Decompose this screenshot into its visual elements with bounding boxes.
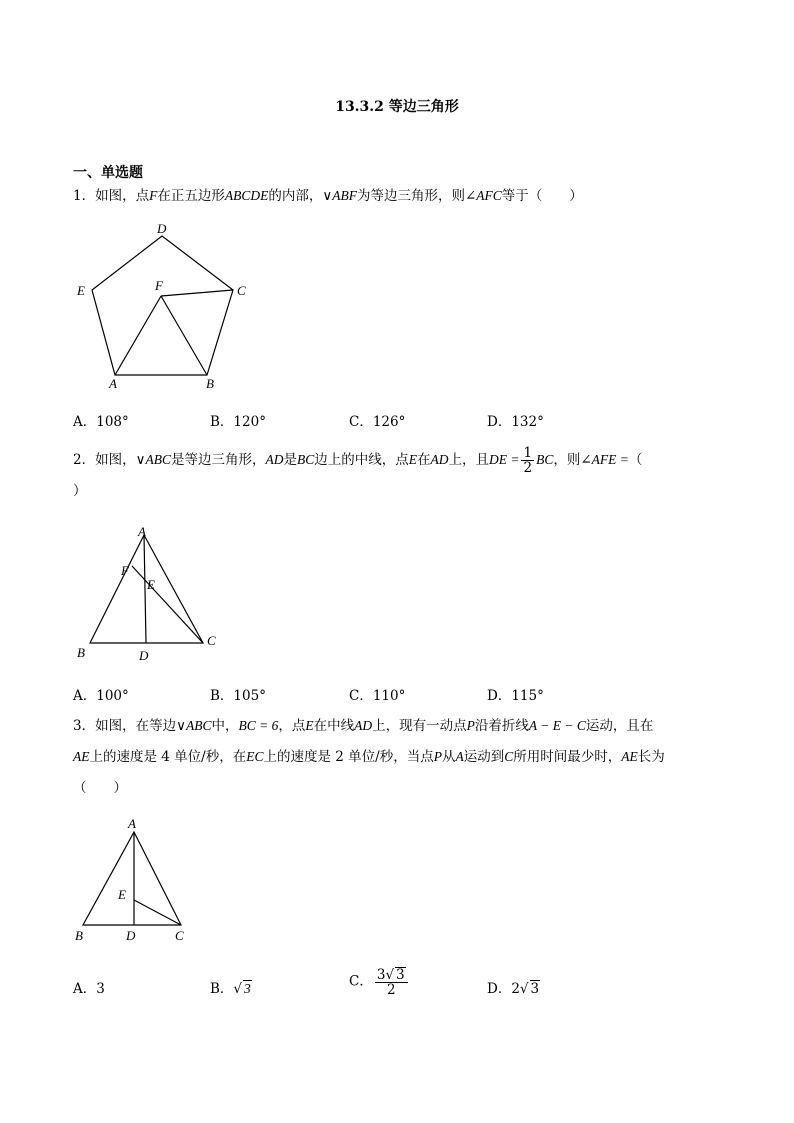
- segment-BF: [161, 296, 207, 375]
- q2-option-c[interactable]: C．110°: [349, 688, 406, 704]
- label-C: C: [237, 283, 246, 298]
- q3-text-part: 上，现有一动点: [372, 718, 467, 734]
- q3-text-part: 从: [441, 749, 456, 765]
- q3-text-part: 中，: [211, 718, 239, 734]
- q3-math-AE: AE: [621, 749, 638, 764]
- label-D: D: [139, 648, 149, 663]
- q3-fraction: [375, 967, 408, 997]
- fraction-denominator: 2: [386, 982, 396, 998]
- label-D: D: [126, 928, 136, 943]
- q2-text-part: 2．如图，: [73, 452, 136, 468]
- q1-option-d[interactable]: D．132°: [487, 414, 544, 430]
- triangle-ABC: [83, 832, 181, 925]
- label-A: A: [109, 376, 117, 391]
- q1-text-part: 的内部，: [268, 188, 323, 204]
- q3-math-AE: AE: [73, 749, 90, 764]
- q2-math-BC: BC: [296, 452, 315, 467]
- label-F: F: [155, 278, 163, 293]
- q1-option-a[interactable]: A．108°: [73, 414, 129, 430]
- q2-math-AD: AD: [265, 452, 284, 467]
- q2-option-a[interactable]: A．100°: [73, 688, 129, 704]
- q1-math-angle: ∠AFC: [464, 188, 502, 203]
- label-B: B: [77, 645, 85, 660]
- q3-text-part: 在中线: [313, 718, 355, 734]
- q3-math-C: C: [504, 749, 514, 764]
- question-2-text: [73, 446, 642, 475]
- q3-math-P: P: [466, 718, 475, 733]
- label-E: E: [147, 577, 155, 592]
- q3-text-part: 运动，且在: [585, 718, 654, 734]
- label-A: A: [138, 524, 146, 539]
- q3-option-c[interactable]: [349, 967, 410, 997]
- q3-text-part: 上的速度是 2 单位/秒，当点: [263, 749, 434, 765]
- q1-pentagon-figure: [70, 218, 260, 396]
- q3-triangle-figure: [70, 814, 200, 944]
- q2-text-part: 是等边三角形，: [170, 452, 266, 468]
- q3-text-part: 所用时间最少时，: [513, 749, 622, 765]
- q2-math-angle: ∠AFE =: [580, 452, 629, 467]
- label-E: E: [118, 887, 126, 902]
- question-2-text-line2: ）: [73, 483, 87, 499]
- segment-FC: [161, 290, 233, 296]
- label-A: A: [128, 816, 136, 831]
- label-B: B: [75, 928, 83, 943]
- option-letter: B．: [210, 981, 234, 997]
- q3-text-part: 长为: [637, 749, 665, 765]
- segment-AF: [115, 296, 161, 375]
- q2-text-part: 是: [283, 452, 297, 468]
- label-C: C: [175, 928, 184, 943]
- label-B: B: [206, 376, 214, 391]
- question-3-text: [73, 716, 653, 736]
- q2-fraction-half: [521, 446, 534, 475]
- label-F: F: [121, 563, 129, 578]
- label-D: D: [157, 221, 167, 236]
- q1-option-c[interactable]: C．126°: [349, 414, 406, 430]
- q1-text-part: 在正五边形: [157, 188, 225, 204]
- q1-text-part: 1．如图，点: [73, 188, 150, 204]
- q3-math-BC: BC = 6: [238, 718, 279, 733]
- q1-option-b[interactable]: B．120°: [210, 414, 266, 430]
- radical-sign: √: [519, 981, 529, 997]
- q3-text-part: 上的速度是 4 单位/秒，在: [89, 749, 247, 765]
- q2-text-part: ，则: [553, 452, 581, 468]
- q3-text-part: 运动到: [463, 749, 505, 765]
- q1-math-triangle: ∨ABF: [322, 188, 357, 203]
- option-letter: C．: [349, 973, 373, 990]
- question-3-text-line2: [73, 747, 665, 767]
- question-3-text-line3: （ ）: [73, 780, 127, 796]
- page-title: 13.3.2 等边三角形: [335, 99, 459, 115]
- q3-math-AD: AD: [354, 718, 373, 733]
- q2-math-E: E: [408, 452, 417, 467]
- q3-math-A: A: [455, 749, 464, 764]
- q3-text-part: 3．如图，在等边: [73, 718, 177, 734]
- q2-option-d[interactable]: D．115°: [487, 688, 544, 704]
- q3-math-P: P: [433, 749, 442, 764]
- q3-math-E: E: [305, 718, 314, 733]
- q1-text-part: 等于（ ）: [501, 188, 583, 204]
- q2-math-DE: DE =: [489, 452, 520, 467]
- radicand: 3: [396, 967, 405, 983]
- q1-text-part: 为等边三角形，则: [356, 188, 465, 204]
- option-letter: D．: [487, 981, 512, 997]
- q2-text-part: 上，且: [448, 452, 489, 468]
- radicand: 3: [530, 981, 540, 997]
- segment-EC: [134, 900, 181, 925]
- q3-math-EC: EC: [246, 749, 264, 764]
- fraction-denominator: 2: [523, 460, 533, 476]
- label-E: E: [77, 283, 85, 298]
- pentagon-shape: [92, 236, 233, 375]
- fraction-numerator: 1: [523, 445, 533, 461]
- q2-text-part: 边上的中线，点: [314, 452, 409, 468]
- q3-text-part: 沿着折线: [474, 718, 529, 734]
- radicand: 3: [244, 981, 251, 996]
- q1-math-F: F: [149, 188, 158, 203]
- coefficient: 2: [511, 981, 520, 997]
- q3-option-a[interactable]: A．3: [73, 981, 105, 997]
- q2-math-triangle: ∨ABC: [135, 452, 171, 467]
- q1-math-ABCDE: ABCDE: [224, 188, 269, 203]
- q2-math-BC: BC: [536, 452, 554, 467]
- q3-option-b[interactable]: [210, 977, 252, 997]
- q3-text-part: ，点: [278, 718, 306, 734]
- q2-text-part: （: [628, 452, 643, 468]
- label-C: C: [207, 633, 216, 648]
- q2-math-AD: AD: [430, 452, 449, 467]
- q3-option-d[interactable]: [487, 977, 540, 997]
- section-heading: 一、单选题: [73, 165, 143, 181]
- question-1-text: [73, 186, 583, 206]
- q3-math-path: A − E − C: [528, 718, 586, 733]
- coefficient: 3: [376, 967, 386, 983]
- q2-triangle-figure: [70, 522, 230, 668]
- q2-option-b[interactable]: B．105°: [210, 688, 266, 704]
- fraction-numerator: [375, 967, 408, 983]
- q2-text-part: 在: [417, 452, 431, 468]
- radical-sign: √: [385, 967, 395, 983]
- q3-math-triangle: ∨ABC: [176, 718, 212, 733]
- segment-AD: [144, 535, 146, 643]
- radical-sign: √: [233, 981, 243, 997]
